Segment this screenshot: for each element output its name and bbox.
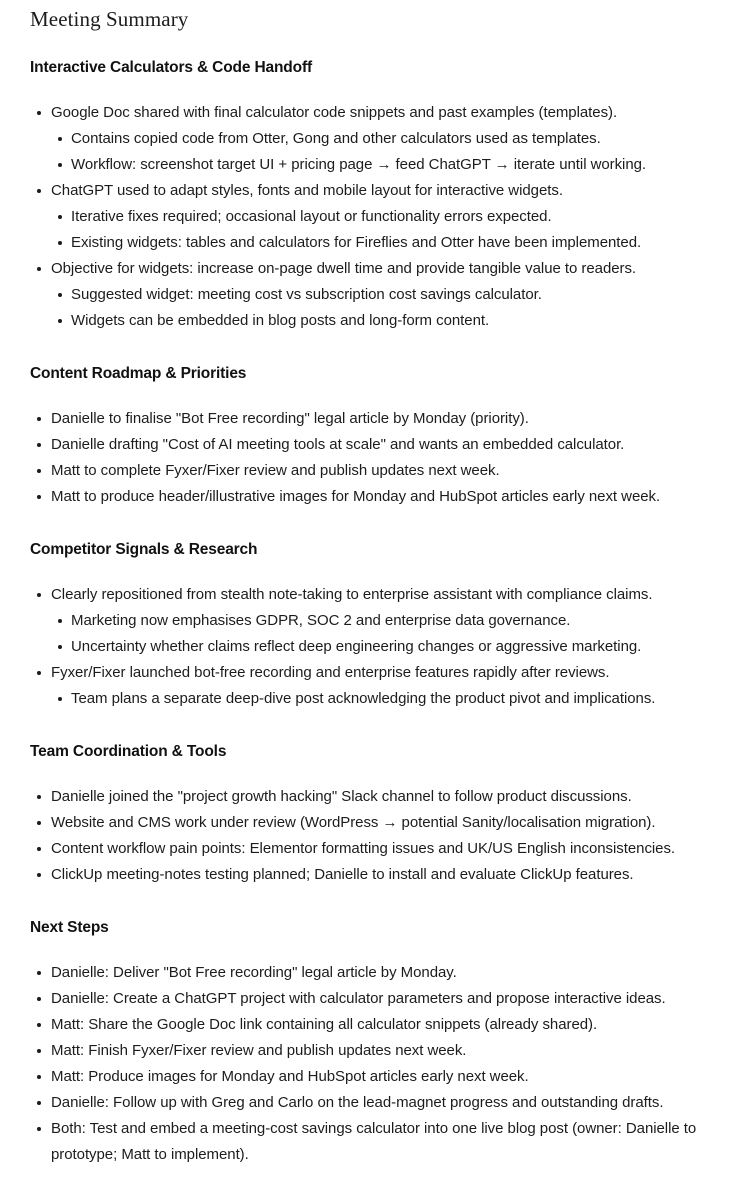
list-item-text: Matt to complete Fyxer/Fixer review and publish updates next week. bbox=[51, 458, 740, 484]
sub-list-item: Workflow: screenshot target UI + pricing page → feed ChatGPT → iterate until working. bbox=[51, 152, 740, 178]
sub-bullet-list bbox=[51, 282, 740, 334]
list-item-text: Danielle: Create a ChatGPT project with calculator parameters and propose interactive ideas. bbox=[51, 986, 740, 1012]
list-item-text: Objective for widgets: increase on-page dwell time and provide tangible value to readers. bbox=[51, 256, 740, 282]
list-item-text: Matt: Finish Fyxer/Fixer review and publish updates next week. bbox=[51, 1038, 740, 1064]
list-item-text: Website and CMS work under review (WordPress → potential Sanity/localisation migration). bbox=[51, 810, 740, 836]
list-item bbox=[30, 862, 740, 888]
list-item bbox=[30, 256, 740, 334]
list-item bbox=[30, 1038, 740, 1064]
list-item bbox=[30, 960, 740, 986]
list-item-text: ChatGPT used to adapt styles, fonts and mobile layout for interactive widgets. bbox=[51, 178, 740, 204]
list-item bbox=[30, 582, 740, 660]
list-item-text: ClickUp meeting-notes testing planned; Danielle to install and evaluate ClickUp features. bbox=[51, 862, 740, 888]
list-item-text: Danielle joined the "project growth hacking" Slack channel to follow product discussions. bbox=[51, 784, 740, 810]
sub-bullet-list bbox=[51, 204, 740, 256]
bullet-list bbox=[30, 582, 740, 712]
sub-bullet-list bbox=[51, 126, 740, 178]
section-heading: Next Steps bbox=[30, 919, 109, 936]
list-item-text: Danielle drafting "Cost of AI meeting tools at scale" and wants an embedded calculator. bbox=[51, 432, 740, 458]
list-item bbox=[30, 1116, 740, 1168]
sub-list-item: Marketing now emphasises GDPR, SOC 2 and enterprise data governance. bbox=[51, 608, 740, 634]
list-item-text: Clearly repositioned from stealth note-taking to enterprise assistant with compliance claims. bbox=[51, 582, 740, 608]
content-section bbox=[30, 540, 740, 712]
list-item-text: Google Doc shared with final calculator code snippets and past examples (templates). bbox=[51, 100, 740, 126]
list-item-text: Both: Test and embed a meeting-cost savings calculator into one live blog post (owner: Danielle to prototype; Matt to implement). bbox=[51, 1116, 740, 1168]
list-item bbox=[30, 810, 740, 836]
list-item bbox=[30, 432, 740, 458]
list-item-text: Content workflow pain points: Elementor formatting issues and UK/US English inconsistencies. bbox=[51, 836, 740, 862]
list-item bbox=[30, 1064, 740, 1090]
list-item-text: Danielle to finalise "Bot Free recording" legal article by Monday (priority). bbox=[51, 406, 740, 432]
content-section bbox=[30, 742, 740, 888]
content-section bbox=[30, 364, 740, 510]
sub-list-item: Suggested widget: meeting cost vs subscription cost savings calculator. bbox=[51, 282, 740, 308]
list-item-text: Danielle: Follow up with Greg and Carlo on the lead-magnet progress and outstanding drafts. bbox=[51, 1090, 740, 1116]
list-item-text: Danielle: Deliver "Bot Free recording" legal article by Monday. bbox=[51, 960, 740, 986]
list-item bbox=[30, 836, 740, 862]
list-item bbox=[30, 406, 740, 432]
sub-list-item: Widgets can be embedded in blog posts and long-form content. bbox=[51, 308, 740, 334]
sub-bullet-list bbox=[51, 686, 740, 712]
list-item bbox=[30, 1090, 740, 1116]
list-item bbox=[30, 660, 740, 712]
sub-list-item: Existing widgets: tables and calculators for Fireflies and Otter have been implemented. bbox=[51, 230, 740, 256]
bullet-list bbox=[30, 960, 740, 1168]
list-item-text: Fyxer/Fixer launched bot-free recording and enterprise features rapidly after reviews. bbox=[51, 660, 740, 686]
list-item bbox=[30, 1012, 740, 1038]
page-title: Meeting Summary bbox=[30, 7, 189, 31]
list-item-text: Matt: Share the Google Doc link containing all calculator snippets (already shared). bbox=[51, 1012, 740, 1038]
list-item bbox=[30, 986, 740, 1012]
list-item bbox=[30, 178, 740, 256]
list-item bbox=[30, 100, 740, 178]
sub-list-item: Iterative fixes required; occasional layout or functionality errors expected. bbox=[51, 204, 740, 230]
section-heading: Team Coordination & Tools bbox=[30, 743, 227, 760]
sub-list-item: Contains copied code from Otter, Gong and other calculators used as templates. bbox=[51, 126, 740, 152]
content-section bbox=[30, 58, 740, 334]
section-heading: Content Roadmap & Priorities bbox=[30, 365, 247, 382]
section-heading: Competitor Signals & Research bbox=[30, 541, 258, 558]
list-item-text: Matt to produce header/illustrative images for Monday and HubSpot articles early next week. bbox=[51, 484, 740, 510]
bullet-list bbox=[30, 406, 740, 510]
bullet-list bbox=[30, 100, 740, 334]
list-item bbox=[30, 484, 740, 510]
sub-list-item: Uncertainty whether claims reflect deep engineering changes or aggressive marketing. bbox=[51, 634, 740, 660]
section-heading: Interactive Calculators & Code Handoff bbox=[30, 59, 312, 76]
list-item bbox=[30, 458, 740, 484]
sub-list-item: Team plans a separate deep-dive post acknowledging the product pivot and implications. bbox=[51, 686, 740, 712]
list-item-text: Matt: Produce images for Monday and HubSpot articles early next week. bbox=[51, 1064, 740, 1090]
sections-container bbox=[30, 58, 740, 1168]
list-item bbox=[30, 784, 740, 810]
content-section bbox=[30, 918, 740, 1168]
bullet-list bbox=[30, 784, 740, 888]
sub-bullet-list bbox=[51, 608, 740, 660]
